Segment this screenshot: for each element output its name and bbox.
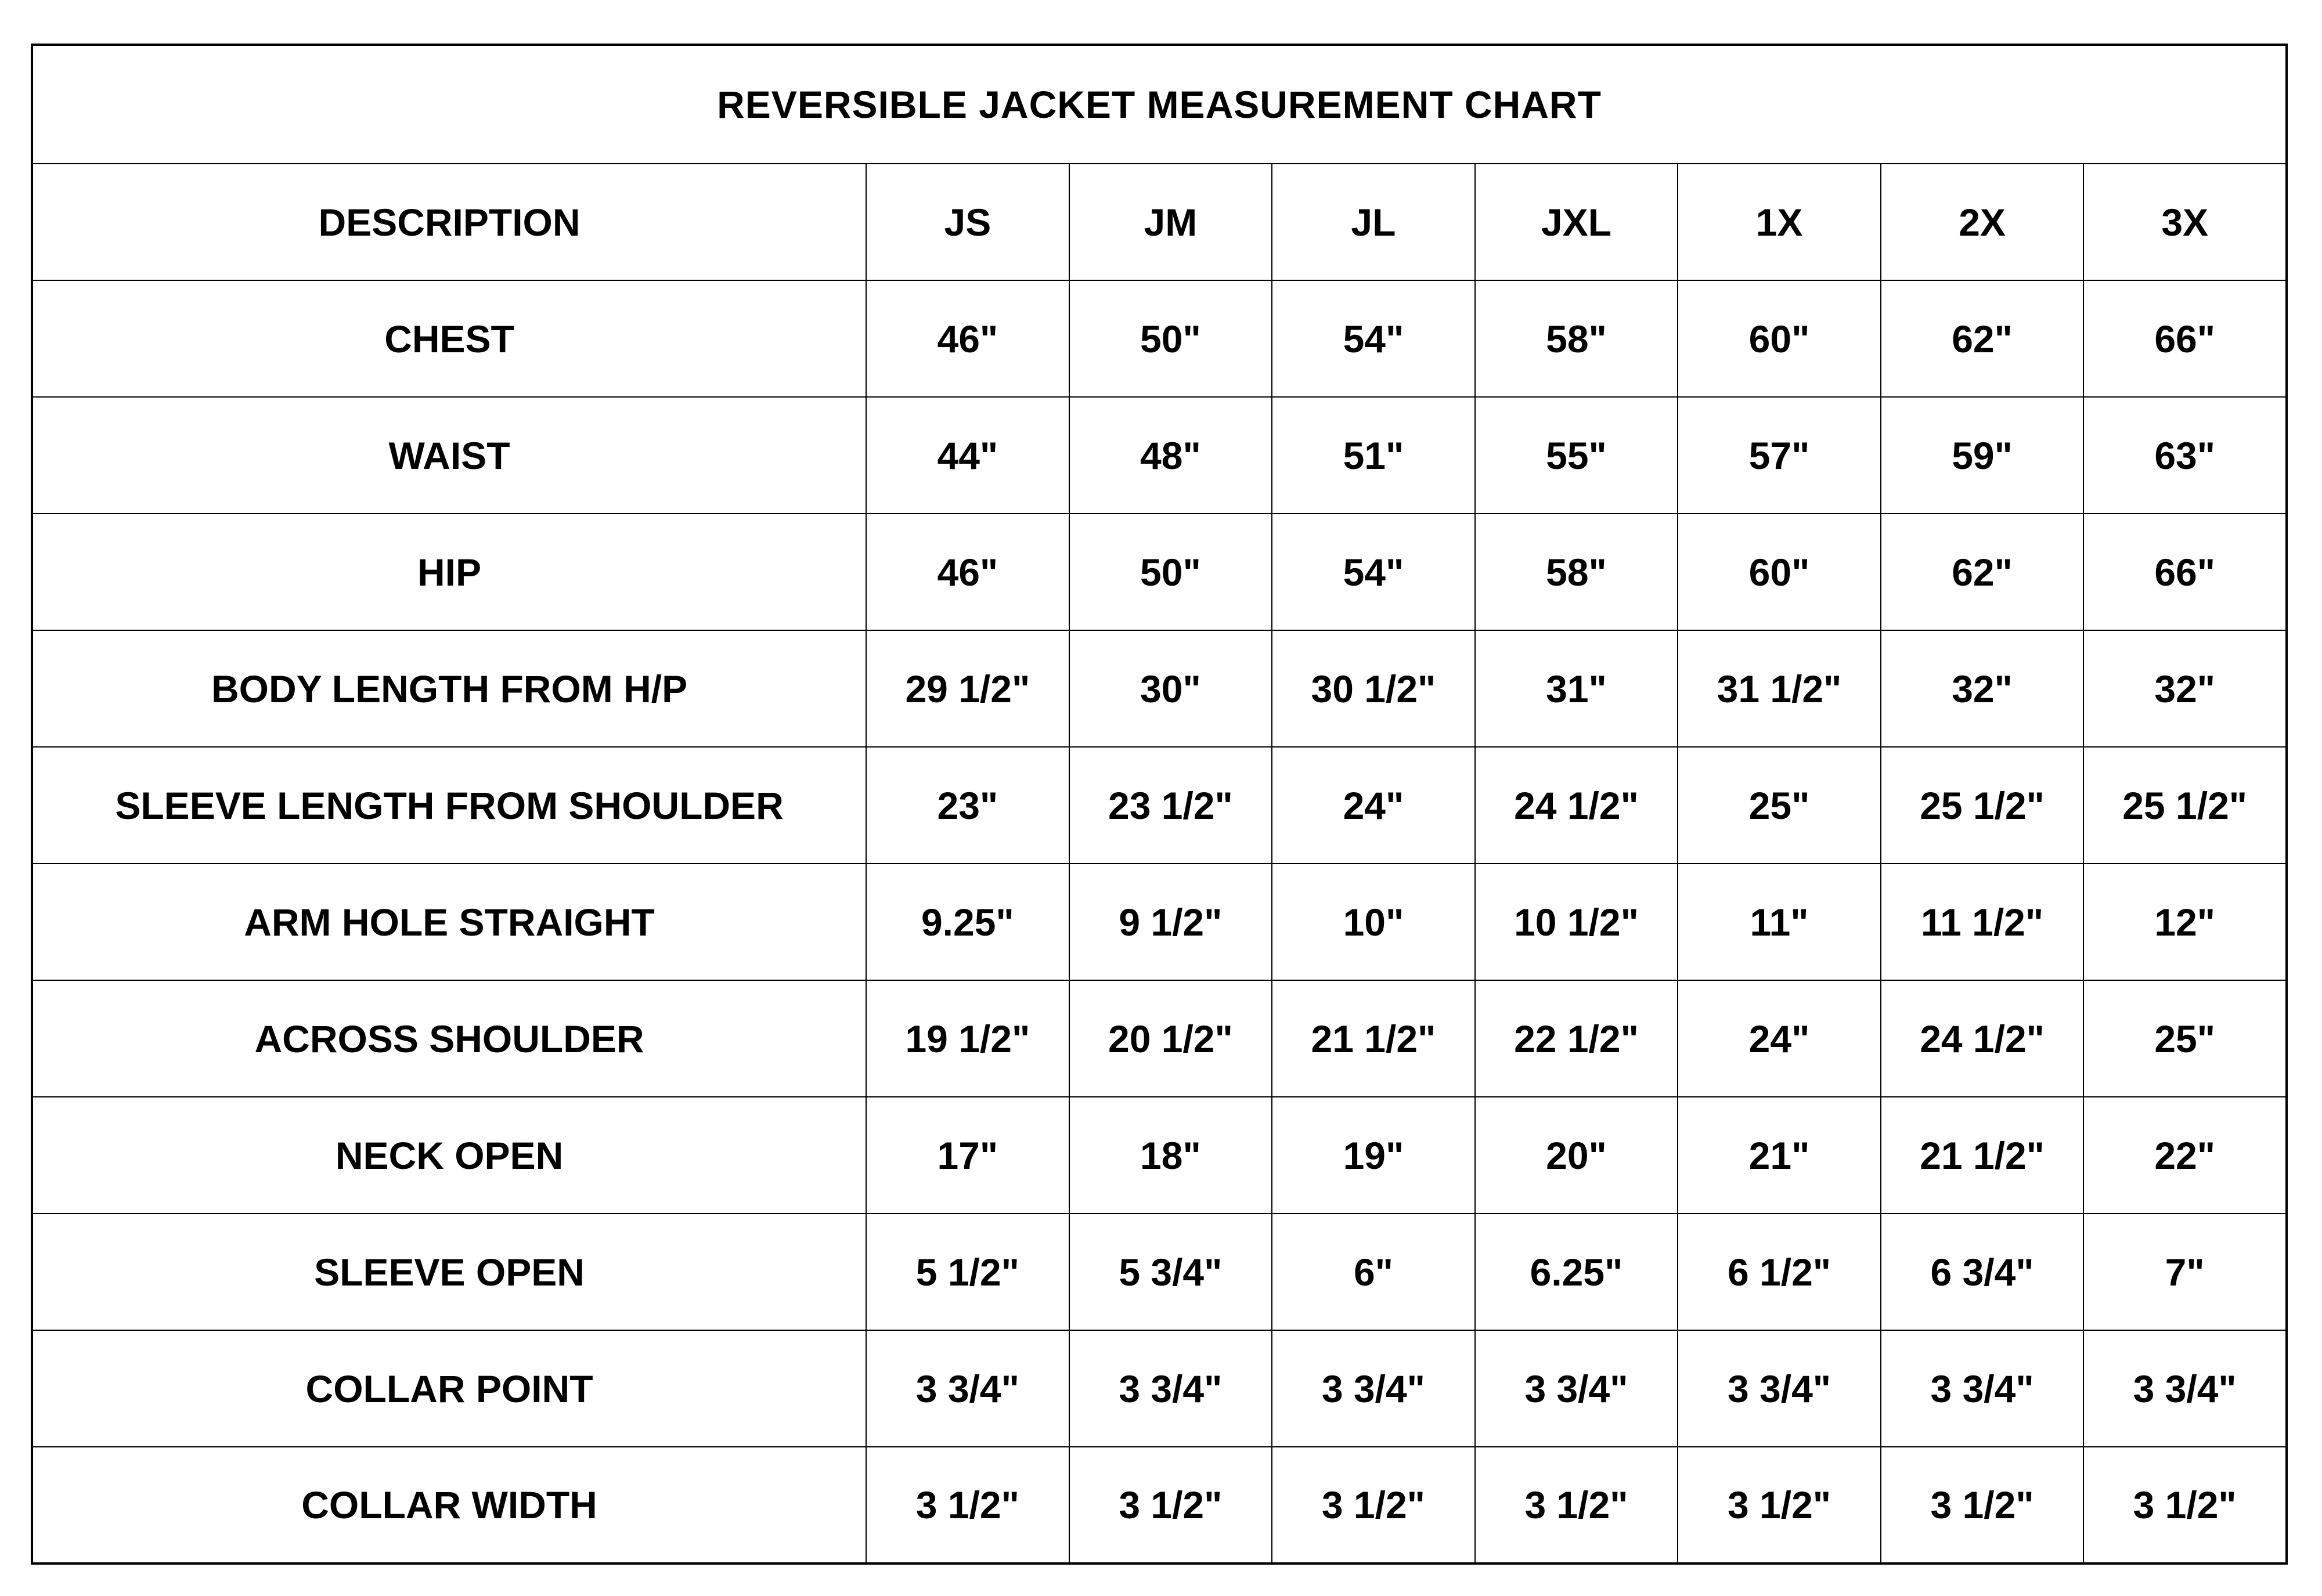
measurement-cell: 20" [1475, 1097, 1678, 1214]
table-row [32, 1214, 2287, 1330]
measurement-cell: 54" [1272, 280, 1475, 397]
measurement-cell: 3 1/2" [1272, 1447, 1475, 1563]
measurement-chart-table [31, 44, 2288, 1565]
measurement-cell: 58" [1475, 280, 1678, 397]
table-row [32, 514, 2287, 630]
row-label-across-shoulder: ACROSS SHOULDER [32, 980, 866, 1097]
measurement-cell: 6 1/2" [1678, 1214, 1881, 1330]
measurement-cell: 58" [1475, 514, 1678, 630]
measurement-cell: 6" [1272, 1214, 1475, 1330]
measurement-cell: 7" [2083, 1214, 2287, 1330]
measurement-cell: 3 3/4" [2083, 1330, 2287, 1447]
measurement-chart [31, 44, 2288, 1562]
measurement-cell: 3 3/4" [1881, 1330, 2084, 1447]
measurement-cell: 3 3/4" [1678, 1330, 1881, 1447]
measurement-cell: 9 1/2" [1069, 864, 1272, 980]
measurement-cell: 25 1/2" [2083, 747, 2287, 864]
measurement-cell: 24" [1678, 980, 1881, 1097]
measurement-cell: 3 1/2" [1881, 1447, 2084, 1563]
measurement-cell: 23" [866, 747, 1069, 864]
measurement-cell: 32" [2083, 630, 2287, 747]
measurement-cell: 3 1/2" [1069, 1447, 1272, 1563]
measurement-cell: 25" [2083, 980, 2287, 1097]
measurement-cell: 60" [1678, 280, 1881, 397]
measurement-cell: 11" [1678, 864, 1881, 980]
table-row [32, 1447, 2287, 1563]
measurement-cell: 12" [2083, 864, 2287, 980]
measurement-cell: 48" [1069, 397, 1272, 514]
measurement-cell: 6 3/4" [1881, 1214, 2084, 1330]
measurement-cell: 22" [2083, 1097, 2287, 1214]
measurement-cell: 25 1/2" [1881, 747, 2084, 864]
measurement-cell: 17" [866, 1097, 1069, 1214]
measurement-cell: 24" [1272, 747, 1475, 864]
measurement-cell: 46" [866, 514, 1069, 630]
measurement-cell: 3 1/2" [1678, 1447, 1881, 1563]
measurement-cell: 19" [1272, 1097, 1475, 1214]
table-row [32, 747, 2287, 864]
column-header-2x: 2X [1881, 164, 2084, 280]
measurement-cell: 62" [1881, 280, 2084, 397]
measurement-cell: 57" [1678, 397, 1881, 514]
table-row [32, 1097, 2287, 1214]
row-label-collar-width: COLLAR WIDTH [32, 1447, 866, 1563]
column-header-jxl: JXL [1475, 164, 1678, 280]
measurement-cell: 20 1/2" [1069, 980, 1272, 1097]
measurement-cell: 50" [1069, 280, 1272, 397]
table-row [32, 1330, 2287, 1447]
measurement-cell: 29 1/2" [866, 630, 1069, 747]
chart-title: REVERSIBLE JACKET MEASUREMENT CHART [32, 45, 2287, 164]
column-header-1x: 1X [1678, 164, 1881, 280]
measurement-cell: 55" [1475, 397, 1678, 514]
measurement-cell: 30" [1069, 630, 1272, 747]
row-label-neck-open: NECK OPEN [32, 1097, 866, 1214]
measurement-cell: 24 1/2" [1881, 980, 2084, 1097]
measurement-cell: 51" [1272, 397, 1475, 514]
measurement-cell: 23 1/2" [1069, 747, 1272, 864]
measurement-cell: 63" [2083, 397, 2287, 514]
measurement-cell: 24 1/2" [1475, 747, 1678, 864]
column-header-jl: JL [1272, 164, 1475, 280]
header-row [32, 164, 2287, 280]
measurement-cell: 30 1/2" [1272, 630, 1475, 747]
measurement-cell: 46" [866, 280, 1069, 397]
measurement-cell: 3 3/4" [1069, 1330, 1272, 1447]
measurement-cell: 9.25" [866, 864, 1069, 980]
measurement-cell: 18" [1069, 1097, 1272, 1214]
table-row [32, 397, 2287, 514]
measurement-cell: 3 3/4" [866, 1330, 1069, 1447]
row-label-waist: WAIST [32, 397, 866, 514]
table-row [32, 980, 2287, 1097]
measurement-cell: 3 1/2" [2083, 1447, 2287, 1563]
measurement-cell: 3 3/4" [1475, 1330, 1678, 1447]
measurement-cell: 66" [2083, 514, 2287, 630]
table-row [32, 280, 2287, 397]
measurement-cell: 21 1/2" [1272, 980, 1475, 1097]
column-header-3x: 3X [2083, 164, 2287, 280]
measurement-cell: 62" [1881, 514, 2084, 630]
row-label-arm-hole: ARM HOLE STRAIGHT [32, 864, 866, 980]
measurement-cell: 21" [1678, 1097, 1881, 1214]
row-label-chest: CHEST [32, 280, 866, 397]
measurement-cell: 10" [1272, 864, 1475, 980]
measurement-cell: 19 1/2" [866, 980, 1069, 1097]
measurement-cell: 59" [1881, 397, 2084, 514]
table-row [32, 630, 2287, 747]
column-header-js: JS [866, 164, 1069, 280]
measurement-cell: 3 1/2" [866, 1447, 1069, 1563]
measurement-cell: 32" [1881, 630, 2084, 747]
measurement-cell: 25" [1678, 747, 1881, 864]
title-row [32, 45, 2287, 164]
measurement-cell: 10 1/2" [1475, 864, 1678, 980]
row-label-hip: HIP [32, 514, 866, 630]
measurement-cell: 21 1/2" [1881, 1097, 2084, 1214]
measurement-cell: 5 1/2" [866, 1214, 1069, 1330]
measurement-cell: 6.25" [1475, 1214, 1678, 1330]
row-label-collar-point: COLLAR POINT [32, 1330, 866, 1447]
measurement-cell: 44" [866, 397, 1069, 514]
measurement-cell: 31" [1475, 630, 1678, 747]
measurement-cell: 66" [2083, 280, 2287, 397]
measurement-cell: 3 1/2" [1475, 1447, 1678, 1563]
row-label-sleeve-open: SLEEVE OPEN [32, 1214, 866, 1330]
measurement-cell: 22 1/2" [1475, 980, 1678, 1097]
column-header-description: DESCRIPTION [32, 164, 866, 280]
column-header-jm: JM [1069, 164, 1272, 280]
measurement-cell: 3 3/4" [1272, 1330, 1475, 1447]
table-row [32, 864, 2287, 980]
measurement-cell: 5 3/4" [1069, 1214, 1272, 1330]
row-label-body-length: BODY LENGTH FROM H/P [32, 630, 866, 747]
measurement-cell: 60" [1678, 514, 1881, 630]
measurement-cell: 31 1/2" [1678, 630, 1881, 747]
row-label-sleeve-length: SLEEVE LENGTH FROM SHOULDER [32, 747, 866, 864]
measurement-cell: 54" [1272, 514, 1475, 630]
measurement-cell: 50" [1069, 514, 1272, 630]
measurement-cell: 11 1/2" [1881, 864, 2084, 980]
